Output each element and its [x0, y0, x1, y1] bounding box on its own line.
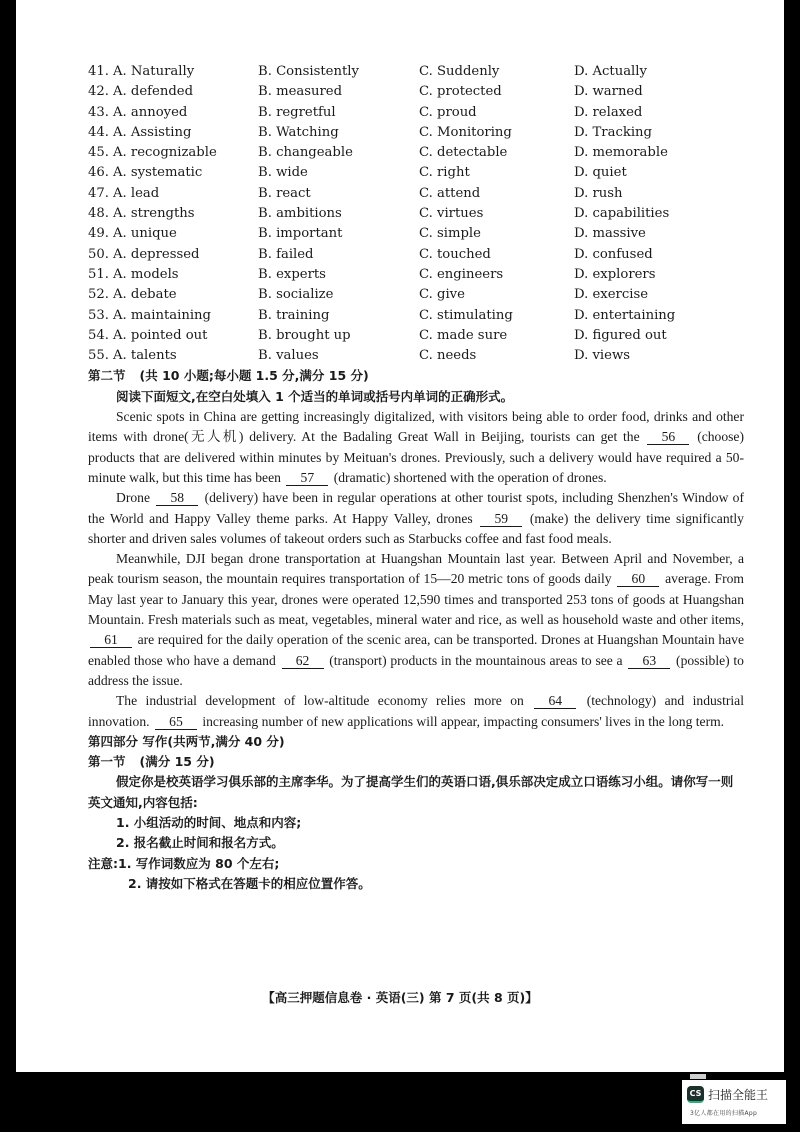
question-row	[88, 245, 744, 265]
option-a-text: A. pointed out	[112, 327, 208, 343]
option-a-text: A. talents	[112, 348, 177, 364]
option-c: C. protected	[419, 84, 502, 100]
question-number: 41.	[88, 64, 109, 79]
passage-paragraph-3	[88, 549, 744, 691]
question-row	[88, 184, 744, 204]
option-c: C. give	[419, 287, 465, 303]
question-number: 52.	[88, 287, 109, 303]
option-d: D. massive	[574, 226, 646, 242]
section-2-scoring: (共 10 小题;每小题 1.5 分,满分 15 分)	[139, 368, 369, 384]
section-1-title: 第一节	[88, 754, 126, 770]
option-d: D. exercise	[574, 287, 649, 303]
option-d: D. warned	[574, 84, 643, 100]
paragraph-text: Meanwhile, DJI began drone transportation at Huangshan Mountain last year. Between April and November, a peak tourism season, the mountain requires transportation of 15—20 metric tons of goods daily	[88, 551, 744, 587]
section-2-heading	[88, 366, 744, 386]
question-row	[88, 163, 744, 183]
question-number: 54.	[88, 327, 109, 343]
paragraph-text: average. From May last year to January this year, drones were operated 12,590 times and transported 253 tons of goods at Huangshan Mountain. Fresh materials such as meat, vegetables, mineral water and rice, as well as household waste and other items,	[88, 571, 745, 628]
passage-paragraph-2	[88, 488, 744, 549]
question-row	[88, 204, 744, 224]
paragraph-text: The industrial development of low-altitude economy relies more on	[116, 693, 524, 709]
option-c: C. detectable	[419, 145, 508, 161]
option-d: D. views	[574, 348, 631, 364]
writing-requirement-1: 1. 小组活动的时间、地点和内容;	[116, 814, 302, 830]
blank-57: 57	[286, 471, 328, 486]
blank-63: 63	[628, 654, 670, 669]
paragraph-text: (delivery) have been in regular operations at other tourist spots, including Shenzhen's Window of the World and Happy Valley theme parks. At Happy Valley, drones	[88, 490, 745, 526]
option-c: C. made sure	[419, 327, 508, 343]
paragraph-text: Scenic spots in China are getting increasingly digitalized, with visitors being able to order food, drinks and other items with drone(无人机) delivery. At the Badaling Great Wall in Beijing, tourists can get the	[88, 409, 744, 445]
option-d: D. memorable	[574, 145, 668, 161]
paragraph-text: (possible) to address the issue.	[88, 652, 744, 688]
option-b: B. failed	[258, 246, 314, 262]
option-b: B. changeable	[258, 145, 353, 161]
blank-56: 56	[647, 430, 689, 445]
option-c: C. virtues	[419, 206, 484, 222]
option-b: B. Consistently	[258, 64, 359, 79]
question-row	[88, 143, 744, 163]
option-a	[88, 143, 258, 163]
part-4-section-1-heading	[88, 752, 744, 772]
option-a-text: A. debate	[112, 287, 177, 303]
option-a	[88, 103, 258, 123]
passage-paragraph-4	[88, 691, 744, 732]
document-content	[88, 62, 744, 894]
option-a	[88, 163, 258, 183]
option-a	[88, 204, 258, 224]
paragraph-text: are required for the daily operation of the scenic area, can be transported. Drones at Huangshan Mountain have enabled those who have a demand	[88, 632, 744, 668]
document-page	[16, 0, 784, 1072]
option-d: D. relaxed	[574, 104, 643, 120]
question-number: 49.	[88, 226, 109, 242]
option-c: C. Monitoring	[419, 124, 512, 140]
question-row	[88, 306, 744, 326]
option-c: C. simple	[419, 226, 481, 242]
option-d: D. figured out	[574, 327, 667, 343]
option-a-text: A. depressed	[112, 246, 200, 262]
blank-64: 64	[534, 694, 576, 709]
question-row	[88, 346, 744, 366]
writing-requirement-2: 2. 报名截止时间和报名方式。	[116, 835, 284, 851]
question-number: 48.	[88, 206, 109, 222]
option-a	[88, 346, 258, 366]
section-2-title: 第二节	[88, 368, 126, 384]
option-d: D. rush	[574, 185, 623, 201]
option-c: C. attend	[419, 185, 481, 201]
option-b: B. experts	[258, 266, 326, 282]
option-a	[88, 245, 258, 265]
option-a	[88, 123, 258, 143]
question-number: 47.	[88, 185, 109, 201]
paragraph-text: Drone	[116, 490, 150, 506]
question-number: 42.	[88, 84, 109, 100]
option-d: D. capabilities	[574, 206, 670, 222]
option-a-text: A. Naturally	[112, 64, 195, 79]
option-c: C. touched	[419, 246, 491, 262]
question-row	[88, 224, 744, 244]
question-row	[88, 82, 744, 102]
question-number: 46.	[88, 165, 109, 181]
option-b: B. wide	[258, 165, 308, 181]
option-a	[88, 326, 258, 346]
options-table	[88, 62, 744, 366]
page-footer: 【高三押题信息卷 · 英语(三) 第 7 页(共 8 页)】	[262, 990, 538, 1005]
blank-61: 61	[90, 633, 132, 648]
option-c: C. stimulating	[419, 307, 513, 323]
option-a-text: A. maintaining	[112, 307, 211, 323]
option-a	[88, 265, 258, 285]
question-row	[88, 285, 744, 305]
question-number: 43.	[88, 104, 109, 120]
option-c: C. right	[419, 165, 470, 181]
option-d: D. explorers	[574, 266, 656, 282]
section-1-score: (满分 15 分)	[139, 754, 215, 770]
option-b: B. Watching	[258, 124, 339, 140]
option-a-text: A. annoyed	[112, 104, 188, 120]
question-number: 51.	[88, 266, 109, 282]
watermark-bar	[690, 1074, 706, 1079]
option-b: B. important	[258, 226, 343, 242]
option-b: B. regretful	[258, 104, 336, 120]
option-b: B. brought up	[258, 327, 351, 343]
option-a-text: A. models	[112, 266, 179, 282]
option-d: D. confused	[574, 246, 653, 262]
option-b: B. measured	[258, 84, 343, 100]
option-a-text: A. unique	[112, 226, 177, 242]
writing-prompt: 假定你是校英语学习俱乐部的主席李华。为了提高学生们的英语口语,俱乐部决定成立口语练习小组。请你写一则英文通知,内容包括:	[88, 774, 734, 810]
option-a	[88, 224, 258, 244]
section-2-instruction: 阅读下面短文,在空白处填入 1 个适当的单词或括号内单词的正确形式。	[116, 388, 514, 404]
option-d: D. Tracking	[574, 124, 652, 140]
question-number: 44.	[88, 124, 109, 140]
blank-59: 59	[480, 512, 522, 527]
paragraph-text: (technology) and industrial innovation.	[88, 693, 744, 729]
option-d: D. Actually	[574, 64, 647, 79]
option-a-text: A. strengths	[112, 206, 195, 222]
option-c: C. Suddenly	[419, 64, 500, 79]
blank-58: 58	[156, 491, 198, 506]
watermark-tagline: 3亿人都在用的扫描App	[690, 1110, 758, 1117]
paragraph-text: (choose) products that are delivered within minutes by Meituan's drones. Previously, such a delivery would have required a 50-minute walk, but this time has been	[88, 429, 744, 485]
question-number: 53.	[88, 307, 109, 323]
camscanner-logo-icon: CS	[687, 1086, 704, 1103]
option-a-text: A. defended	[112, 84, 194, 100]
question-number: 50.	[88, 246, 109, 262]
option-a	[88, 62, 258, 82]
option-c: C. engineers	[419, 266, 504, 282]
blank-62: 62	[282, 654, 324, 669]
paragraph-text: increasing number of new applications will appear, impacting consumers' lives in the long term.	[202, 713, 725, 729]
camscanner-watermark	[682, 1080, 786, 1124]
option-c: C. proud	[419, 104, 477, 120]
option-a	[88, 184, 258, 204]
writing-note-1: 注意:1. 写作词数应为 80 个左右;	[88, 855, 280, 871]
passage-paragraph-1	[88, 407, 744, 488]
option-c: C. needs	[419, 348, 477, 364]
paragraph-text: (transport) products in the mountainous areas to see a	[329, 652, 623, 668]
option-b: B. socialize	[258, 287, 334, 303]
option-a-text: A. lead	[112, 185, 160, 201]
option-b: B. ambitions	[258, 206, 342, 222]
paragraph-text: (make) the delivery time significantly shorter and driven sales volumes of takeout orders such as Starbucks coffee and fast food meals.	[88, 510, 744, 546]
option-d: D. entertaining	[574, 307, 676, 323]
question-row	[88, 123, 744, 143]
option-b: B. values	[258, 348, 319, 364]
option-a-text: A. systematic	[112, 165, 203, 181]
question-row	[88, 326, 744, 346]
option-a	[88, 285, 258, 305]
paragraph-text: (dramatic) shortened with the operation of drones.	[333, 469, 607, 485]
question-row	[88, 62, 744, 82]
blank-60: 60	[617, 572, 659, 587]
question-row	[88, 103, 744, 123]
writing-note-2: 2. 请按如下格式在答题卡的相应位置作答。	[128, 875, 371, 891]
option-b: B. react	[258, 185, 311, 201]
question-number: 55.	[88, 348, 109, 364]
option-a-text: A. recognizable	[112, 145, 217, 161]
option-a	[88, 306, 258, 326]
option-a-text: A. Assisting	[112, 124, 192, 140]
watermark-app-name: 扫描全能王	[708, 1087, 769, 1102]
question-row	[88, 265, 744, 285]
option-b: B. training	[258, 307, 330, 323]
question-number: 45.	[88, 145, 109, 161]
option-d: D. quiet	[574, 165, 627, 181]
part-4-heading: 第四部分 写作(共两节,满分 40 分)	[88, 733, 285, 749]
option-a	[88, 82, 258, 102]
blank-65: 65	[155, 715, 197, 730]
